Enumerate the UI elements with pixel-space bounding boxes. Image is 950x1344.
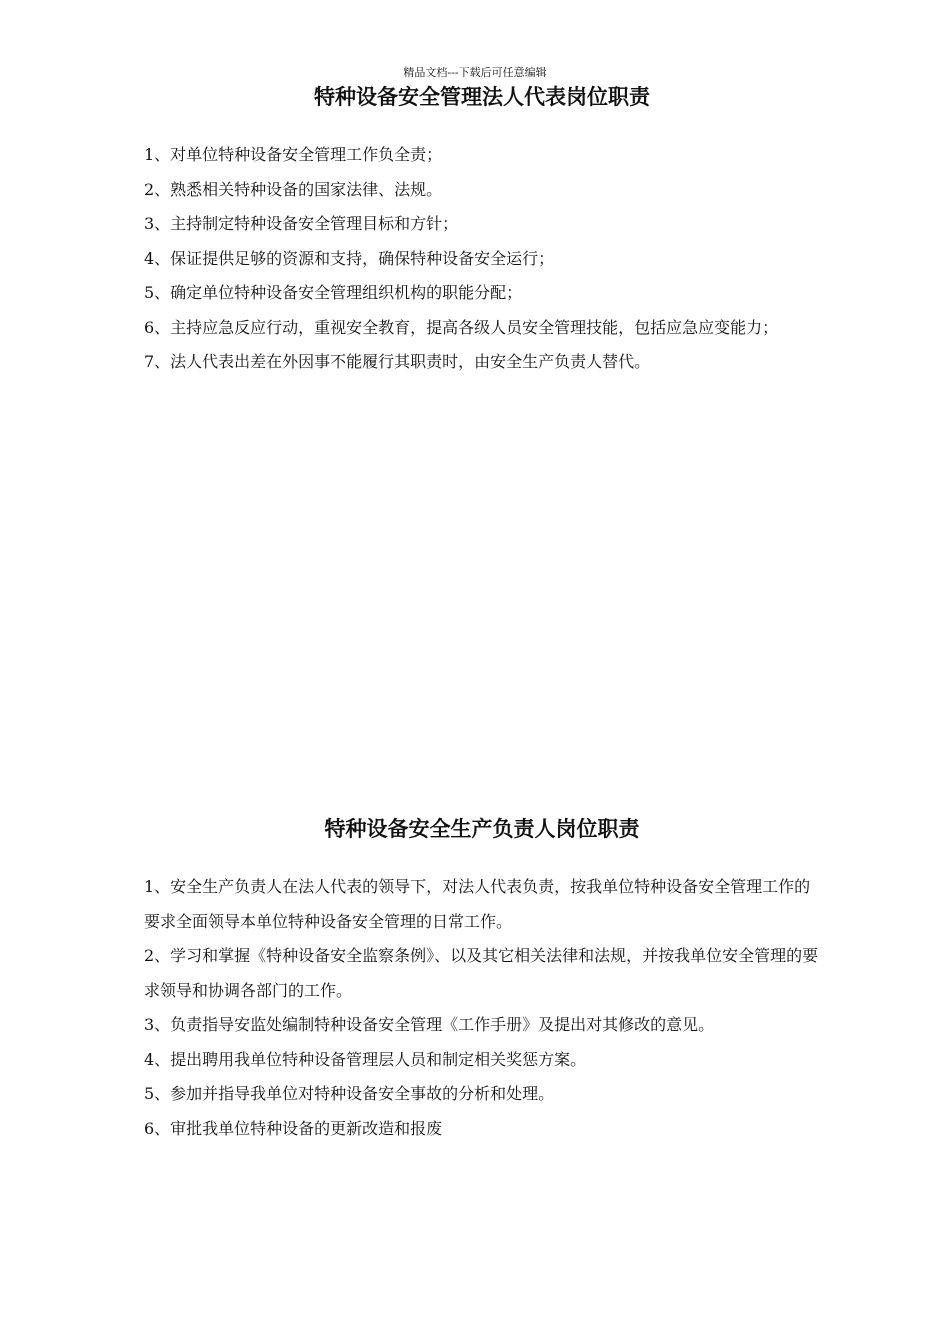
duty-list (144, 870, 824, 1146)
duty-item: 4、保证提供足够的资源和支持，确保特种设备安全运行； (144, 248, 555, 268)
duty-item: 1、安全生产负责人在法人代表的领导下，对法人代表负责，按我单位特种设备安全管理工作的要求全面领导本单位特种设备安全管理的日常工作。 (144, 877, 811, 931)
duty-item: 2、学习和掌握《特种设备安全监察条例》、以及其它相关法律和法规，并按我单位安全管理的要求领导和协调各部门的工作。 (144, 946, 819, 1000)
duty-item: 1、对单位特种设备安全管理工作负全责； (144, 145, 443, 164)
section-legal-representative (144, 80, 824, 380)
duty-list (144, 138, 824, 380)
duty-item: 6、审批我单位特种设备的更新改造和报废 (144, 1118, 443, 1138)
duty-item: 4、提出聘用我单位特种设备管理层人员和制定相关奖惩方案。 (144, 1049, 587, 1069)
duty-item: 5、参加并指导我单位对特种设备安全事故的分析和处理。 (144, 1084, 555, 1103)
section-title: 特种设备安全管理法人代表岗位职责 (314, 85, 650, 109)
duty-item: 2、熟悉相关特种设备的国家法律、法规。 (144, 179, 443, 199)
duty-item: 6、主持应急反应行动，重视安全教育，提高各级人员安全管理技能，包括应急应变能力； (144, 317, 779, 337)
header-note: 精品文档---下载后可任意编辑 (403, 66, 547, 79)
duty-item: 3、负责指导安监处编制特种设备安全管理《工作手册》及提出对其修改的意见。 (144, 1015, 715, 1034)
section-title: 特种设备安全生产负责人岗位职责 (324, 817, 640, 841)
duty-item: 5、确定单位特种设备安全管理组织机构的职能分配； (144, 283, 523, 302)
section-production-manager (144, 812, 824, 1146)
duty-item: 3、主持制定特种设备安全管理目标和方针； (144, 214, 459, 233)
duty-item: 7、法人代表出差在外因事不能履行其职责时，由安全生产负责人替代。 (144, 352, 651, 371)
